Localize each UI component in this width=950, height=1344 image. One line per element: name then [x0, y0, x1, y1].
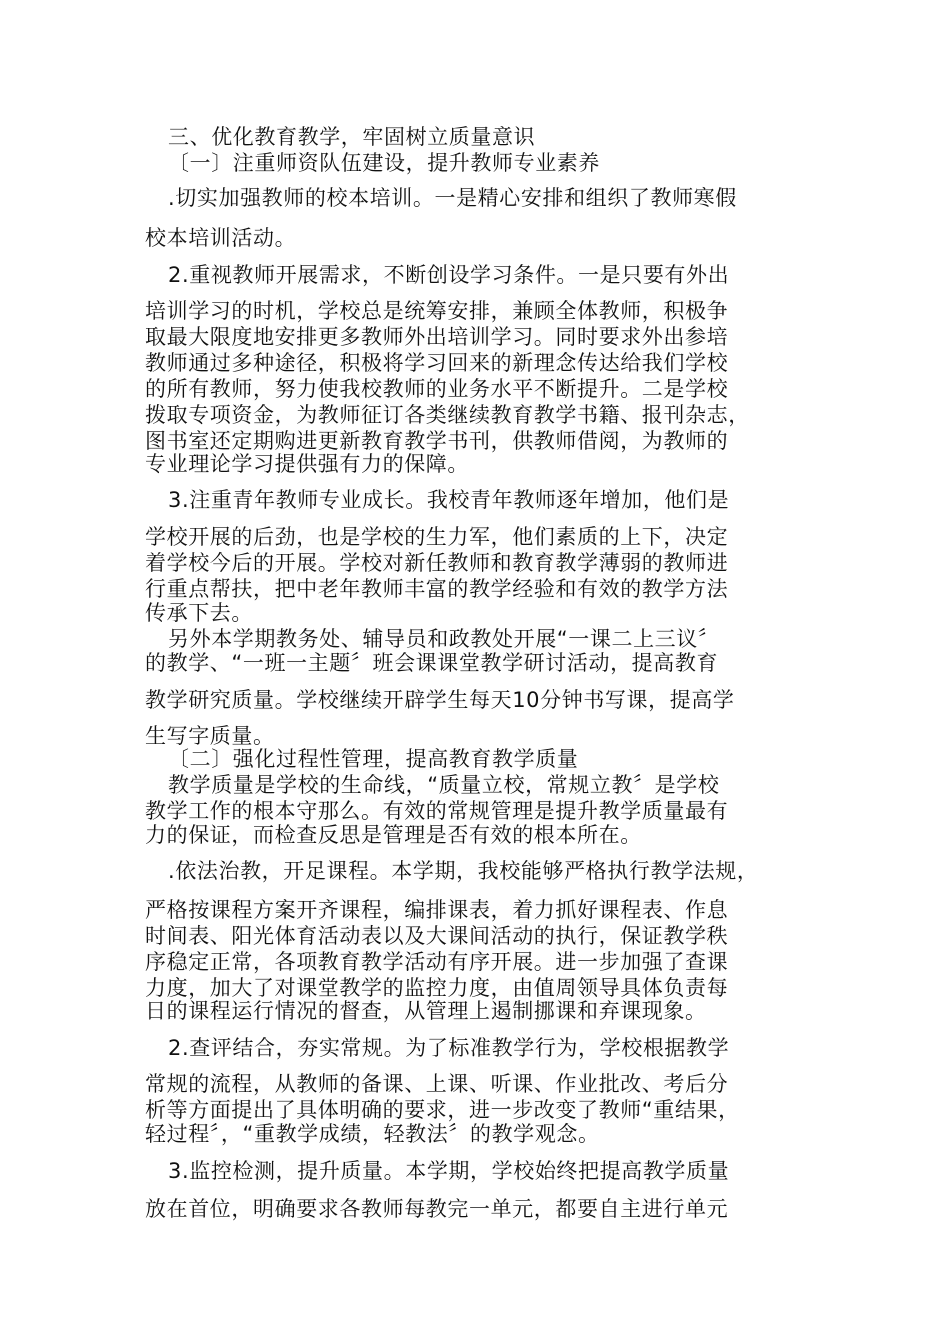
subsection-heading: 〔二〕强化过程性管理，提高教育教学质量 [168, 747, 579, 771]
text-line: 生写字质量。 [145, 724, 275, 748]
text-line: 严格按课程方案开齐课程，编排课表，着力抓好课程表、作息 [145, 898, 729, 922]
text-line: 教学工作的根本守那么。有效的常规管理是提升教学质量最有 [145, 799, 729, 823]
text-line: 轻过程〞，“重教学成绩，轻教法〞的教学观念。 [145, 1122, 600, 1146]
section-heading: 三、优化教育教学，牢固树立质量意识 [168, 125, 536, 149]
text-line: 着学校今后的开展。学校对新任教师和教育教学薄弱的教师进 [145, 551, 729, 575]
text-line: 教学研究质量。学校继续开辟学生每天10分钟书写课，提高学 [145, 688, 735, 712]
text-line: 教学质量是学校的生命线，“质量立校，常规立教〞是学校 [168, 773, 720, 797]
text-line: 力的保证，而检查反思是管理是否有效的根本所在。 [145, 823, 642, 847]
text-line: .依法治教，开足课程。本学期，我校能够严格执行教学法规， [168, 859, 759, 883]
text-line: 教师通过多种途径，积极将学习回来的新理念传达给我们学校 [145, 351, 729, 375]
text-line: 常规的流程，从教师的备课、上课、听课、作业批改、考后分 [145, 1072, 729, 1096]
text-line: 3.注重青年教师专业成长。我校青年教师逐年增加，他们是 [168, 488, 730, 512]
text-line: 的所有教师，努力使我校教师的业务水平不断提升。二是学校 [145, 377, 729, 401]
text-line: 校本培训活动。 [145, 226, 297, 250]
text-line: 图书室还定期购进更新教育教学书刊，供教师借阅，为教师的 [145, 429, 729, 453]
text-line: 时间表、阳光体育活动表以及大课间活动的执行，保证教学秩 [145, 924, 729, 948]
text-line: 拨取专项资金，为教师征订各类继续教育教学书籍、报刊杂志， [145, 403, 750, 427]
text-line: 的教学、“一班一主题〞班会课课堂教学研讨活动，提高教育 [145, 651, 719, 675]
text-line: 另外本学期教务处、辅导员和政教处开展“一课二上三议〞 [168, 627, 720, 651]
text-line: 序稳定正常，各项教育教学活动有序开展。进一步加强了查课 [145, 950, 729, 974]
subsection-heading: 〔一〕注重师资队伍建设，提升教师专业素养 [168, 151, 600, 175]
text-line: 日的课程运行情况的督查，从管理上遏制挪课和弃课现象。 [145, 999, 707, 1023]
text-line: 2.查评结合，夯实常规。为了标准教学行为，学校根据教学 [168, 1036, 730, 1060]
text-line: 析等方面提出了具体明确的要求，进一步改变了教师“重结果， [145, 1098, 740, 1122]
text-line: .切实加强教师的校本培训。一是精心安排和组织了教师寒假 [168, 186, 737, 210]
text-line: 力度，加大了对课堂教学的监控力度，由值周领导具体负责每 [145, 976, 729, 1000]
text-line: 取最大限度地安排更多教师外出培训学习。同时要求外出参培 [145, 325, 729, 349]
text-line: 2.重视教师开展需求，不断创设学习条件。一是只要有外出 [168, 263, 730, 287]
text-line: 3.监控检测，提升质量。本学期，学校始终把提高教学质量 [168, 1159, 730, 1183]
text-line: 专业理论学习提供强有力的保障。 [145, 452, 469, 476]
text-line: 放在首位，明确要求各教师每教完一单元，都要自主进行单元 [145, 1197, 729, 1221]
text-line: 学校开展的后劲，也是学校的生力军，他们素质的上下，决定 [145, 525, 729, 549]
text-line: 培训学习的时机，学校总是统筹安排，兼顾全体教师，积极争 [145, 299, 729, 323]
text-line: 传承下去。 [145, 601, 253, 625]
text-line: 行重点帮扶，把中老年教师丰富的教学经验和有效的教学方法 [145, 577, 729, 601]
